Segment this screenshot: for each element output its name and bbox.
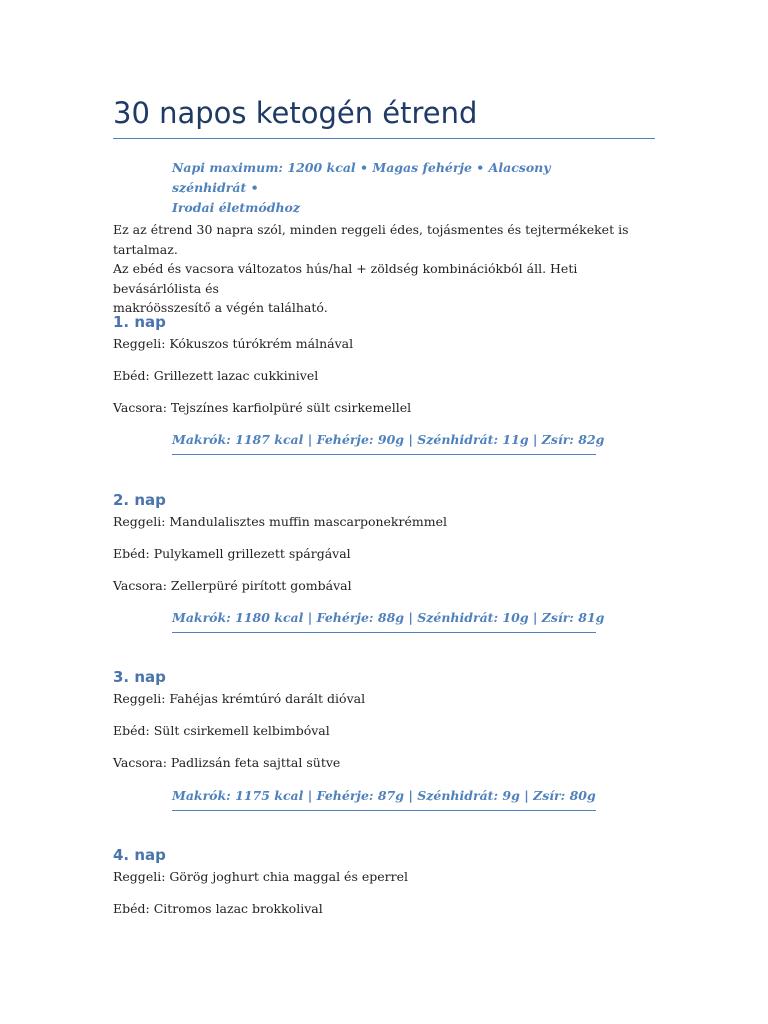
day-section (113, 490, 661, 625)
dinner-line: Vacsora: Padlizsán feta sajttal sütve (113, 755, 341, 770)
lunch-line: Ebéd: Pulykamell grillezett spárgával (113, 546, 351, 561)
day-heading: 3. nap (113, 668, 166, 686)
macros-summary: Makrók: 1175 kcal | Fehérje: 87g | Szénhidrát: 9g | Zsír: 80g (172, 787, 596, 811)
macros-summary: Makrók: 1187 kcal | Fehérje: 90g | Szénhidrát: 11g | Zsír: 82g (172, 431, 596, 455)
day-section (113, 845, 661, 916)
day-heading: 1. nap (113, 313, 166, 331)
subtitle-line: Irodai életmódhoz (172, 200, 300, 215)
dinner-line: Vacsora: Tejszínes karfiolpüré sült csirkemellel (113, 400, 412, 415)
macros-summary: Makrók: 1180 kcal | Fehérje: 88g | Szénhidrát: 10g | Zsír: 81g (172, 609, 596, 633)
breakfast-line: Reggeli: Fahéjas krémtúró darált dióval (113, 691, 366, 706)
breakfast-line: Reggeli: Mandulalisztes muffin mascarponekrémmel (113, 514, 447, 529)
day-heading: 2. nap (113, 491, 166, 509)
day-heading: 4. nap (113, 846, 166, 864)
subtitle (172, 158, 602, 218)
dinner-line: Vacsora: Zellerpüré pirított gombával (113, 578, 352, 593)
subtitle-line: Napi maximum: 1200 kcal • Magas fehérje • Alacsony szénhidrát • (172, 160, 551, 195)
day-section (113, 312, 661, 447)
lunch-line: Ebéd: Citromos lazac brokkolival (113, 901, 323, 916)
intro-line: Az ebéd és vacsora változatos hús/hal + zöldség kombinációkból áll. Heti bevásárlólista és (113, 261, 578, 296)
breakfast-line: Reggeli: Görög joghurt chia maggal és eperrel (113, 869, 408, 884)
intro-paragraph (113, 220, 661, 318)
breakfast-line: Reggeli: Kókuszos túrókrém málnával (113, 336, 354, 351)
day-section (113, 667, 661, 803)
lunch-line: Ebéd: Grillezett lazac cukkinivel (113, 368, 319, 383)
page-title: 30 napos ketogén étrend (113, 94, 655, 139)
lunch-line: Ebéd: Sült csirkemell kelbimbóval (113, 723, 330, 738)
intro-line: Ez az étrend 30 napra szól, minden reggeli édes, tojásmentes és tejtermékeket is tartalmaz. (113, 222, 629, 257)
intro-line: makróösszesítő a végén található. (113, 300, 328, 315)
